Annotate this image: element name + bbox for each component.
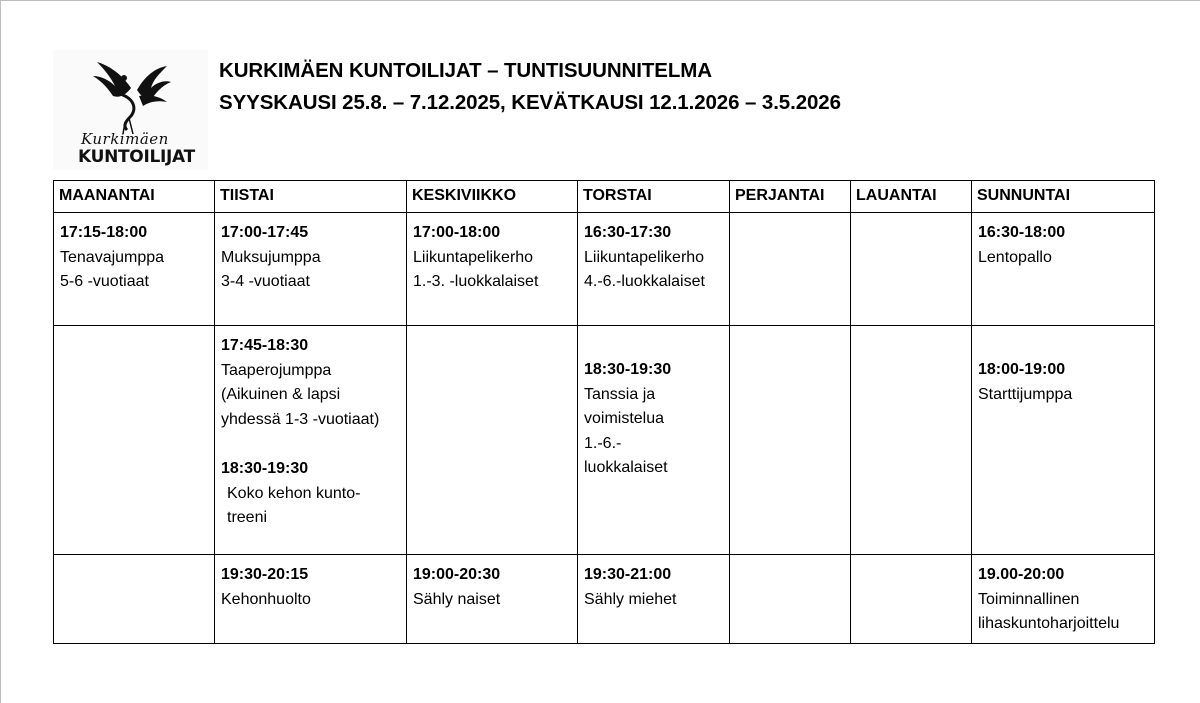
page-header [219, 55, 841, 119]
schedule-cell-tuesday [215, 213, 407, 326]
schedule-cell-tuesday [215, 326, 407, 555]
class-time: 18:30-19:30 [584, 361, 672, 378]
schedule-cell-friday [730, 555, 851, 644]
weekly-schedule-table [53, 180, 1155, 644]
class-description: Tenavajumppa 5-6 -vuotiaat [60, 248, 165, 290]
schedule-cell-thursday [578, 213, 730, 326]
class-time: 17:15-18:00 [60, 224, 148, 241]
schedule-cell-saturday [851, 326, 972, 555]
schedule-cell-monday [54, 326, 215, 555]
logo-wordmark: KUNTOILIJAT [78, 147, 195, 167]
schedule-cell-sunday [972, 326, 1155, 555]
schedule-cell-friday [730, 213, 851, 326]
class-description: Koko kehon kunto- treeni [227, 484, 361, 526]
class-description: Toiminnallinen lihaskuntoharjoittelu [978, 590, 1120, 632]
class-description: Liikuntapelikerho 4.-6.-luokkalaiset [584, 248, 705, 290]
page-title: KURKIMÄEN KUNTOILIJAT – TUNTISUUNNITELMA [219, 59, 712, 82]
day-header-tuesday: TIISTAI [215, 181, 407, 213]
class-slot [584, 563, 725, 612]
schedule-cell-saturday [851, 213, 972, 326]
class-slot [221, 563, 402, 612]
class-slot [413, 221, 573, 295]
logo-script-text: Kurkimäen [81, 130, 169, 148]
class-time: 16:30-18:00 [978, 224, 1066, 241]
class-description: Tanssia ja voimistelua 1.-6.- luokkalaiset [584, 385, 668, 476]
table-row [54, 213, 1155, 326]
class-time: 18:00-19:00 [978, 361, 1066, 378]
schedule-cell-wednesday [407, 213, 578, 326]
class-slot [60, 221, 210, 295]
class-time: 17:45-18:30 [221, 337, 309, 354]
schedule-cell-monday [54, 555, 215, 644]
class-description: Muksujumppa 3-4 -vuotiaat [221, 248, 321, 290]
day-header-monday: MAANANTAI [54, 181, 215, 213]
class-time: 19.00-20:00 [978, 566, 1065, 583]
class-slot [413, 563, 573, 612]
frame-left-edge [0, 0, 1, 703]
schedule-cell-sunday [972, 555, 1155, 644]
schedule-cell-wednesday [407, 326, 578, 555]
day-header-row [54, 181, 1155, 213]
class-slot [584, 358, 725, 481]
frame-top-edge [0, 0, 1200, 1]
class-description: Starttijumppa [978, 385, 1073, 403]
schedule-cell-thursday [578, 555, 730, 644]
class-time: 19:30-21:00 [584, 566, 672, 583]
class-time: 17:00-18:00 [413, 224, 501, 241]
class-time: 18:30-19:30 [221, 460, 309, 477]
class-time: 19:00-20:30 [413, 566, 501, 583]
class-slot [978, 563, 1150, 637]
class-time: 17:00-17:45 [221, 224, 309, 241]
class-description: Kehonhuolto [221, 590, 311, 608]
class-slot [978, 221, 1150, 270]
class-description: Sähly miehet [584, 590, 677, 608]
schedule-cell-monday [54, 213, 215, 326]
schedule-cell-friday [730, 326, 851, 555]
class-time: 16:30-17:30 [584, 224, 672, 241]
schedule-cell-sunday [972, 213, 1155, 326]
class-description: Liikuntapelikerho 1.-3. -luokkalaiset [413, 248, 539, 290]
day-header-friday: PERJANTAI [730, 181, 851, 213]
schedule-cell-tuesday [215, 555, 407, 644]
table-row [54, 326, 1155, 555]
class-description: Taaperojumppa (Aikuinen & lapsi yhdessä 1-3 -vuotiaat) [221, 361, 380, 428]
class-description: Lentopallo [978, 248, 1052, 266]
day-header-sunday: SUNNUNTAI [972, 181, 1155, 213]
class-slot [221, 334, 402, 432]
day-header-saturday: LAUANTAI [851, 181, 972, 213]
season-dates: SYYSKAUSI 25.8. – 7.12.2025, KEVÄTKAUSI 12.1.2026 – 3.5.2026 [219, 91, 841, 114]
day-header-thursday: TORSTAI [578, 181, 730, 213]
table-row [54, 555, 1155, 644]
schedule-cell-thursday [578, 326, 730, 555]
class-slot [584, 221, 725, 295]
club-logo [53, 50, 208, 170]
class-slot [221, 221, 402, 295]
schedule-cell-wednesday [407, 555, 578, 644]
schedule-cell-saturday [851, 555, 972, 644]
class-description: Sähly naiset [413, 590, 501, 608]
class-slot [221, 457, 402, 531]
class-slot [978, 358, 1150, 407]
class-time: 19:30-20:15 [221, 566, 309, 583]
day-header-wednesday: KESKIVIIKKO [407, 181, 578, 213]
